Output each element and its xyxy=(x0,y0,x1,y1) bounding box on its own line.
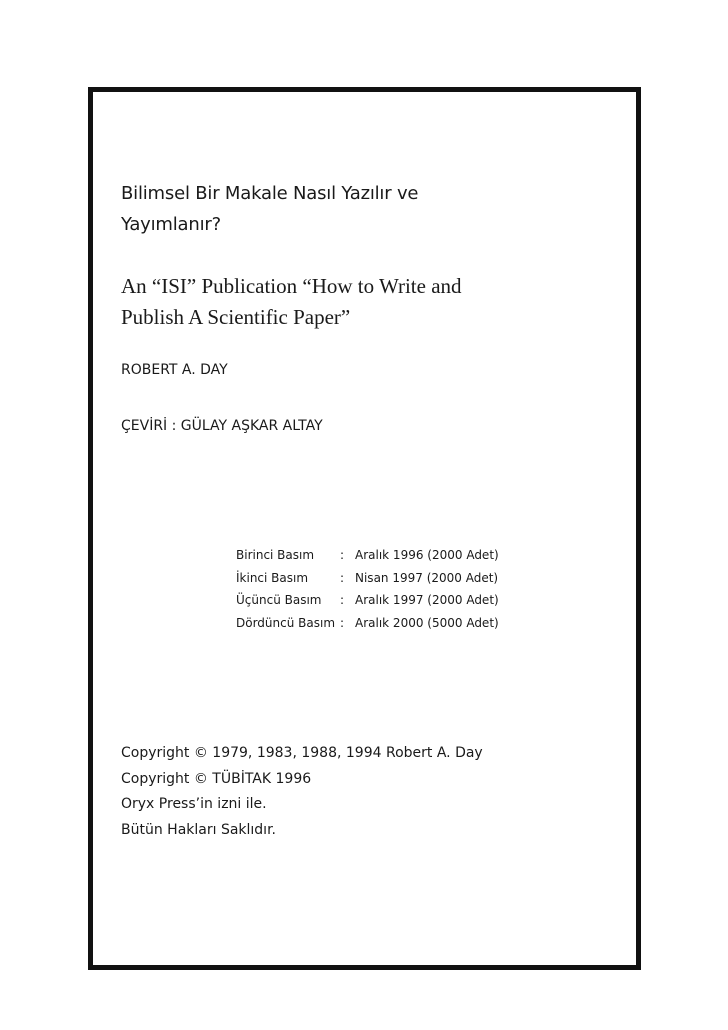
edition-name: Üçüncü Basım xyxy=(236,593,322,608)
turkish-title xyxy=(121,178,521,240)
edition-date: Nisan 1997 (2000 Adet) xyxy=(355,570,499,585)
edition-date: Aralık 1996 (2000 Adet) xyxy=(355,548,499,563)
edition-row xyxy=(236,544,499,567)
edition-row xyxy=(236,589,499,612)
edition-name: Dördüncü Basım xyxy=(236,615,336,630)
english-title xyxy=(121,271,541,333)
edition-table xyxy=(236,544,499,634)
edition-name: İkinci Basım xyxy=(236,570,309,585)
english-title-line-1: An “ISI” Publication “How to Write and xyxy=(121,274,462,298)
edition-separator: : xyxy=(340,548,345,563)
edition-name: Birinci Basım xyxy=(236,548,315,563)
edition-row xyxy=(236,567,499,590)
permission-line: Oryx Press’in izni ile. xyxy=(121,796,267,812)
rights-reserved-line: Bütün Hakları Saklıdır. xyxy=(121,821,276,838)
english-title-line-2: Publish A Scientific Paper” xyxy=(121,305,351,329)
edition-date: Aralık 2000 (5000 Adet) xyxy=(355,615,499,630)
translator-credit: ÇEVİRİ : GÜLAY AŞKAR ALTAY xyxy=(121,418,323,434)
turkish-title-line-1: Bilimsel Bir Makale Nasıl Yazılır ve xyxy=(121,183,419,204)
edition-row xyxy=(236,612,499,635)
edition-date: Aralık 1997 (2000 Adet) xyxy=(355,593,499,608)
copyright-line: Copyright © TÜBİTAK 1996 xyxy=(121,770,312,787)
copyright-block xyxy=(121,741,483,843)
author-name: ROBERT A. DAY xyxy=(121,362,228,378)
turkish-title-line-2: Yayımlanır? xyxy=(121,214,221,235)
edition-separator: : xyxy=(340,570,345,585)
edition-separator: : xyxy=(340,615,345,630)
edition-separator: : xyxy=(340,593,345,608)
copyright-line: Copyright © 1979, 1983, 1988, 1994 Robert A. Day xyxy=(121,745,483,761)
edition-history xyxy=(236,544,499,634)
